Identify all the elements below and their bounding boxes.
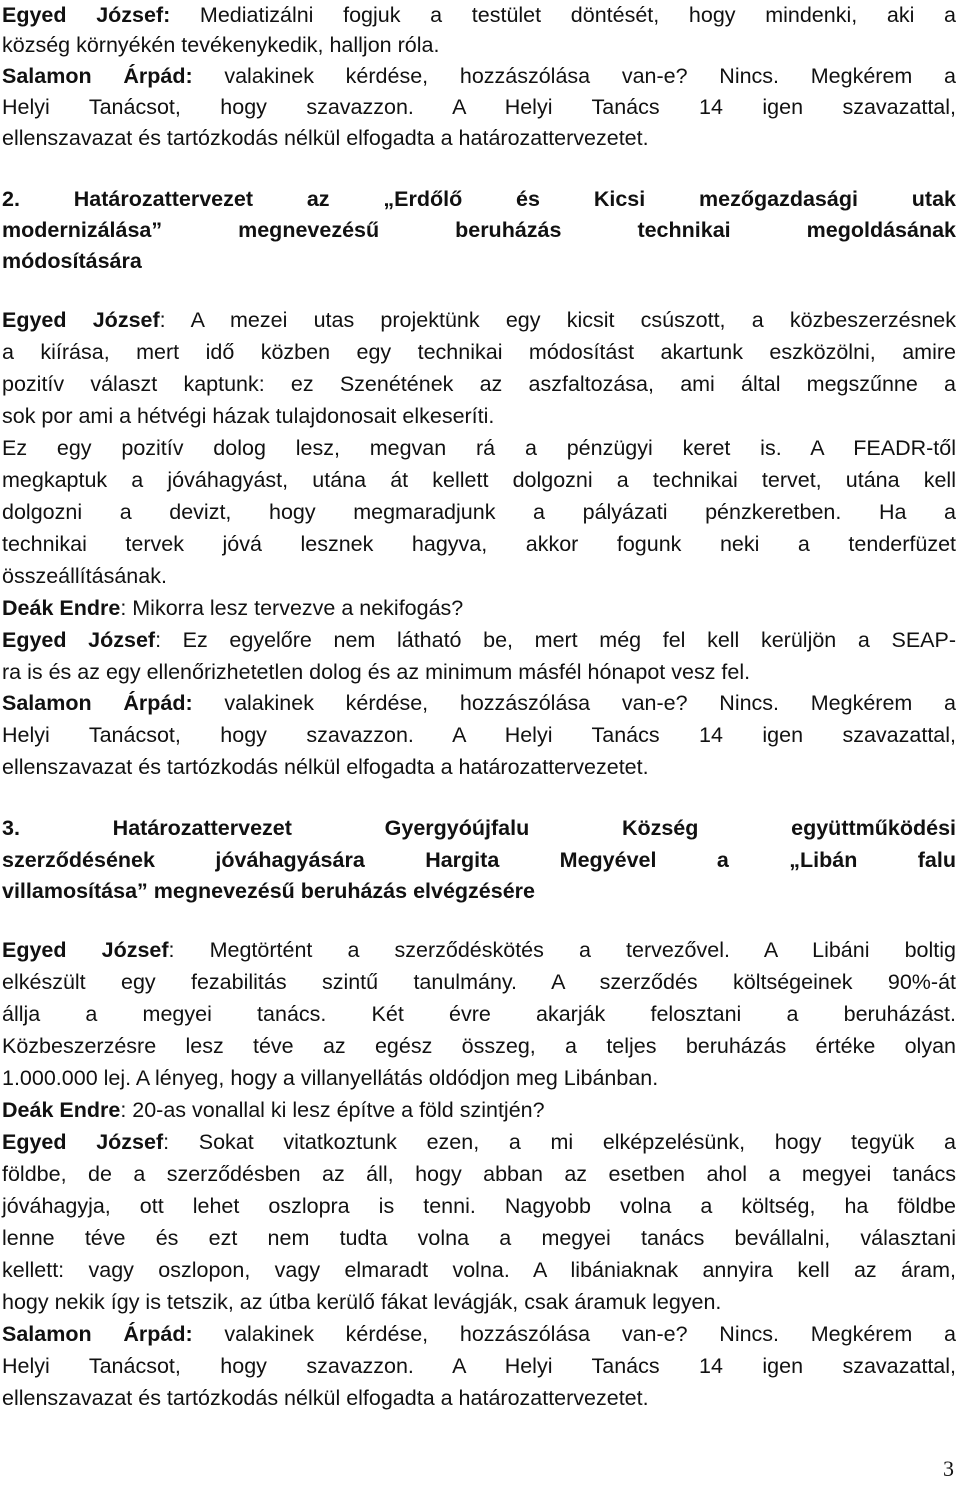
line-text: a kiírása, mert idő közben egy technikai módosítást akartunk eszközölni, amire <box>2 340 956 364</box>
line-text: jóváhagyja, ott lehet oszlopra is tenni. Nagyobb volna a költség, ha földbe <box>2 1194 956 1218</box>
section-heading-line <box>2 215 956 246</box>
line-text: : Mikorra lesz tervezve a nekifogás? <box>120 596 464 620</box>
line-text: : 20-as vonallal ki lesz építve a föld szintjén? <box>120 1098 545 1122</box>
line-text: Ez egy pozitív dolog lesz, megvan rá a pénzügyi keret is. A FEADR-től <box>2 436 956 460</box>
line-text: Helyi Tanácsot, hogy szavazzon. A Helyi Tanács 14 igen szavazattal, <box>2 1354 956 1378</box>
line-text: község környékén tevékenykedik, halljon róla. <box>2 33 440 57</box>
paragraph-line <box>2 625 956 656</box>
paragraph-line <box>2 1031 956 1062</box>
line-text: ellenszavazat és tartózkodás nélkül elfogadta a határozattervezetet. <box>2 1386 649 1410</box>
paragraph-line <box>2 337 956 368</box>
section-heading-line <box>2 845 956 876</box>
paragraph-line <box>2 30 956 61</box>
section-heading-line <box>2 813 956 844</box>
line-text: hogy nekik így is tetszik, az útba kerülő fákat levágják, csak áramuk legyen. <box>2 1290 722 1314</box>
paragraph-line <box>2 1159 956 1190</box>
heading-text: 3. Határozattervezet Gyergyóújfalu Község együttműködési <box>2 816 956 840</box>
paragraph-line <box>2 465 956 496</box>
speaker-name: Egyed József <box>2 628 156 652</box>
heading-text: villamosítása” megnevezésű beruházás elvégzésére <box>2 879 535 903</box>
line-text: : Sokat vitatkoztunk ezen, a mi elképzelésünk, hogy tegyük a <box>163 1130 956 1154</box>
paragraph-line <box>2 967 956 998</box>
line-text: sok por ami a hétvégi házak tulajdonosait elkeseríti. <box>2 404 495 428</box>
line-text: földbe, de a szerződésben az áll, hogy abban az esetben ahol a megyei tanács <box>2 1162 956 1186</box>
line-text: pozitív választ kaptunk: ez Szenétének az aszfaltozása, ami által megszűnne a <box>2 372 956 396</box>
paragraph-line <box>2 1287 956 1318</box>
paragraph-line <box>2 999 956 1030</box>
line-text: lenne téve és ezt nem tudta volna a megyei tanács bevállalni, választani <box>2 1226 956 1250</box>
line-text: Helyi Tanácsot, hogy szavazzon. A Helyi Tanács 14 igen szavazattal, <box>2 95 956 119</box>
paragraph-line <box>2 688 956 719</box>
paragraph-line <box>2 433 956 464</box>
heading-text: módosítására <box>2 249 142 273</box>
line-text: Közbeszerzésre lesz téve az egész összeg, a teljes beruházás értéke olyan <box>2 1034 956 1058</box>
speaker-name: Egyed József <box>2 308 160 332</box>
speaker-name: Salamon Árpád: <box>2 691 193 715</box>
paragraph-line <box>2 61 956 92</box>
paragraph-line <box>2 593 956 624</box>
section-heading-line <box>2 246 956 277</box>
speaker-name: Egyed József: <box>2 3 171 27</box>
paragraph-line <box>2 123 956 154</box>
speaker-name: Salamon Árpád: <box>2 64 193 88</box>
paragraph-line <box>2 1063 956 1094</box>
speaker-name: Deák Endre <box>2 1098 121 1122</box>
heading-text: 2. Határozattervezet az „Erdőlő és Kicsi mezőgazdasági utak <box>2 187 956 211</box>
paragraph-line <box>2 1383 956 1414</box>
paragraph-line <box>2 92 956 123</box>
paragraph-line <box>2 935 956 966</box>
line-text: : Megtörtént a szerződéskötés a tervezővel. A Libáni boltig <box>168 938 956 962</box>
paragraph-line <box>2 1223 956 1254</box>
line-text: 1.000.000 lej. A lényeg, hogy a villanyellátás oldódjon meg Libánban. <box>2 1066 659 1090</box>
line-text: valakinek kérdése, hozzászólása van-e? Nincs. Megkérem a <box>192 1322 956 1346</box>
line-text: kellett: vagy oszlopon, vagy elmaradt volna. A libániaknak annyira kell az áram, <box>2 1258 956 1282</box>
line-text: ellenszavazat és tartózkodás nélkül elfogadta a határozattervezetet. <box>2 126 649 150</box>
line-text: valakinek kérdése, hozzászólása van-e? Nincs. Megkérem a <box>192 64 956 88</box>
section-heading-line <box>2 184 956 215</box>
speaker-name: Egyed József <box>2 1130 164 1154</box>
heading-text: modernizálása” megnevezésű beruházás technikai megoldásának <box>2 218 956 242</box>
paragraph-line <box>2 561 956 592</box>
speaker-name: Egyed József <box>2 938 169 962</box>
paragraph-line <box>2 497 956 528</box>
page-number: 3 <box>943 1456 954 1481</box>
paragraph-line <box>2 305 956 336</box>
paragraph-line <box>2 529 956 560</box>
line-text: ellenszavazat és tartózkodás nélkül elfogadta a határozattervezetet. <box>2 755 649 779</box>
paragraph-line <box>2 1095 956 1126</box>
paragraph-line <box>2 1351 956 1382</box>
line-text: : A mezei utas projektünk egy kicsit csúszott, a közbeszerzésnek <box>159 308 956 332</box>
line-text: dolgozni a devizt, hogy megmaradjunk a pályázati pénzkeretben. Ha a <box>2 500 956 524</box>
line-text: összeállításának. <box>2 564 167 588</box>
paragraph-line <box>2 720 956 751</box>
line-text: Mediatizálni fogjuk a testület döntését, hogy mindenki, aki a <box>170 3 956 27</box>
paragraph-line <box>2 1191 956 1222</box>
heading-text: szerződésének jóváhagyására Hargita Megyével a „Libán falu <box>2 848 956 872</box>
paragraph-line <box>2 369 956 400</box>
paragraph-line <box>2 1255 956 1286</box>
paragraph-line <box>2 752 956 783</box>
paragraph-line <box>2 1127 956 1158</box>
speaker-name: Deák Endre <box>2 596 121 620</box>
paragraph-line <box>2 657 956 688</box>
line-text: valakinek kérdése, hozzászólása van-e? Nincs. Megkérem a <box>192 691 956 715</box>
line-text: megkaptuk a jóváhagyást, utána át kellett dolgozni a technikai tervet, utána kell <box>2 468 956 492</box>
line-text: ra is és az egy ellenőrizhetetlen dolog és az minimum másfél hónapot vesz fel. <box>2 660 751 684</box>
paragraph-line <box>2 401 956 432</box>
section-heading-line <box>2 876 956 907</box>
paragraph-line <box>2 0 956 31</box>
speaker-name: Salamon Árpád: <box>2 1322 193 1346</box>
line-text: : Ez egyelőre nem látható be, mert még fel kell kerüljön a SEAP- <box>155 628 956 652</box>
line-text: állja a megyei tanács. Két évre akarják felosztani a beruházást. <box>2 1002 956 1026</box>
line-text: technikai tervek jóvá lesznek hagyva, akkor fogunk neki a tenderfüzet <box>2 532 956 556</box>
paragraph-line <box>2 1319 956 1350</box>
line-text: elkészült egy fezabilitás szintű tanulmány. A szerződés költségeinek 90%-át <box>2 970 956 994</box>
line-text: Helyi Tanácsot, hogy szavazzon. A Helyi Tanács 14 igen szavazattal, <box>2 723 956 747</box>
